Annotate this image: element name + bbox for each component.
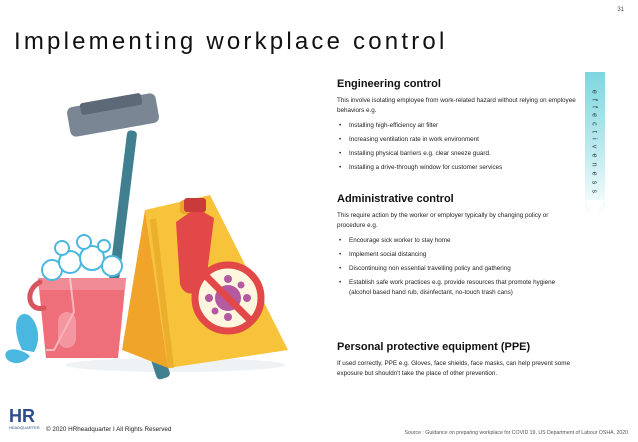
bullet-list: [337, 121, 577, 173]
page-number: 31: [617, 7, 624, 13]
engineering-control-section: [337, 78, 577, 177]
hr-headquarter-logo: [8, 405, 42, 431]
logo-text: HR: [9, 406, 35, 426]
source-text: Source : Guidance on preparing workplace for COVID 19, US Department of Labour OSHA, 2020: [404, 430, 628, 436]
section-intro: If used correctly, PPE e.g. Gloves, face shields, face masks, can help prevent some exposure but shouldn't take the place of other prevention.: [337, 360, 570, 377]
copyright-text: © 2020 HRheadquarter I All Rights Reserved: [46, 426, 172, 433]
bullet-item: • Discontinuing non essential travelling policy and gathering: [337, 264, 577, 274]
page-title: Implementing workplace control: [14, 28, 448, 55]
bullet-item: • Installing high-efficiency air filter: [337, 121, 577, 131]
bullet-item: • Encourage sick worker to stay home: [337, 236, 577, 246]
bullet-item: • Increasing ventilation rate in work environment: [337, 135, 577, 145]
no-virus-icon: [195, 265, 261, 331]
logo-subtext: HEADQUARTER: [9, 425, 40, 430]
foam-bubbles-icon: [42, 235, 122, 280]
bullet-item: • Establish safe work practices e.g. provide resources that promote hygiene (alcohol based hand rub, disinfectant, no-touch trash cans): [337, 278, 577, 298]
wet-floor-illustration: [0, 50, 330, 395]
section-heading: Personal protective equipment (PPE): [337, 341, 531, 353]
bullet-list: [337, 236, 577, 298]
ppe-section: [337, 341, 577, 384]
administrative-control-section: [337, 193, 577, 302]
section-intro: This require action by the worker or employer typically by changing policy or procedure e.g.: [337, 212, 549, 229]
bullet-item: • Installing a drive-through window for customer services: [337, 163, 577, 173]
bullet-item: • Implement social distancing: [337, 250, 577, 260]
section-intro: This involve isolating employee from work-related hazard without relying on employee behaviors e.g.: [337, 97, 576, 114]
effectiveness-label: effectiveness: [590, 89, 598, 199]
bullet-item: • Installing physical barriers e.g. clear sneeze guard.: [337, 149, 577, 159]
section-heading: Engineering control: [337, 78, 441, 90]
bucket-icon: [30, 278, 126, 358]
effectiveness-arrow-tip: [585, 200, 605, 216]
section-heading: Administrative control: [337, 193, 454, 205]
